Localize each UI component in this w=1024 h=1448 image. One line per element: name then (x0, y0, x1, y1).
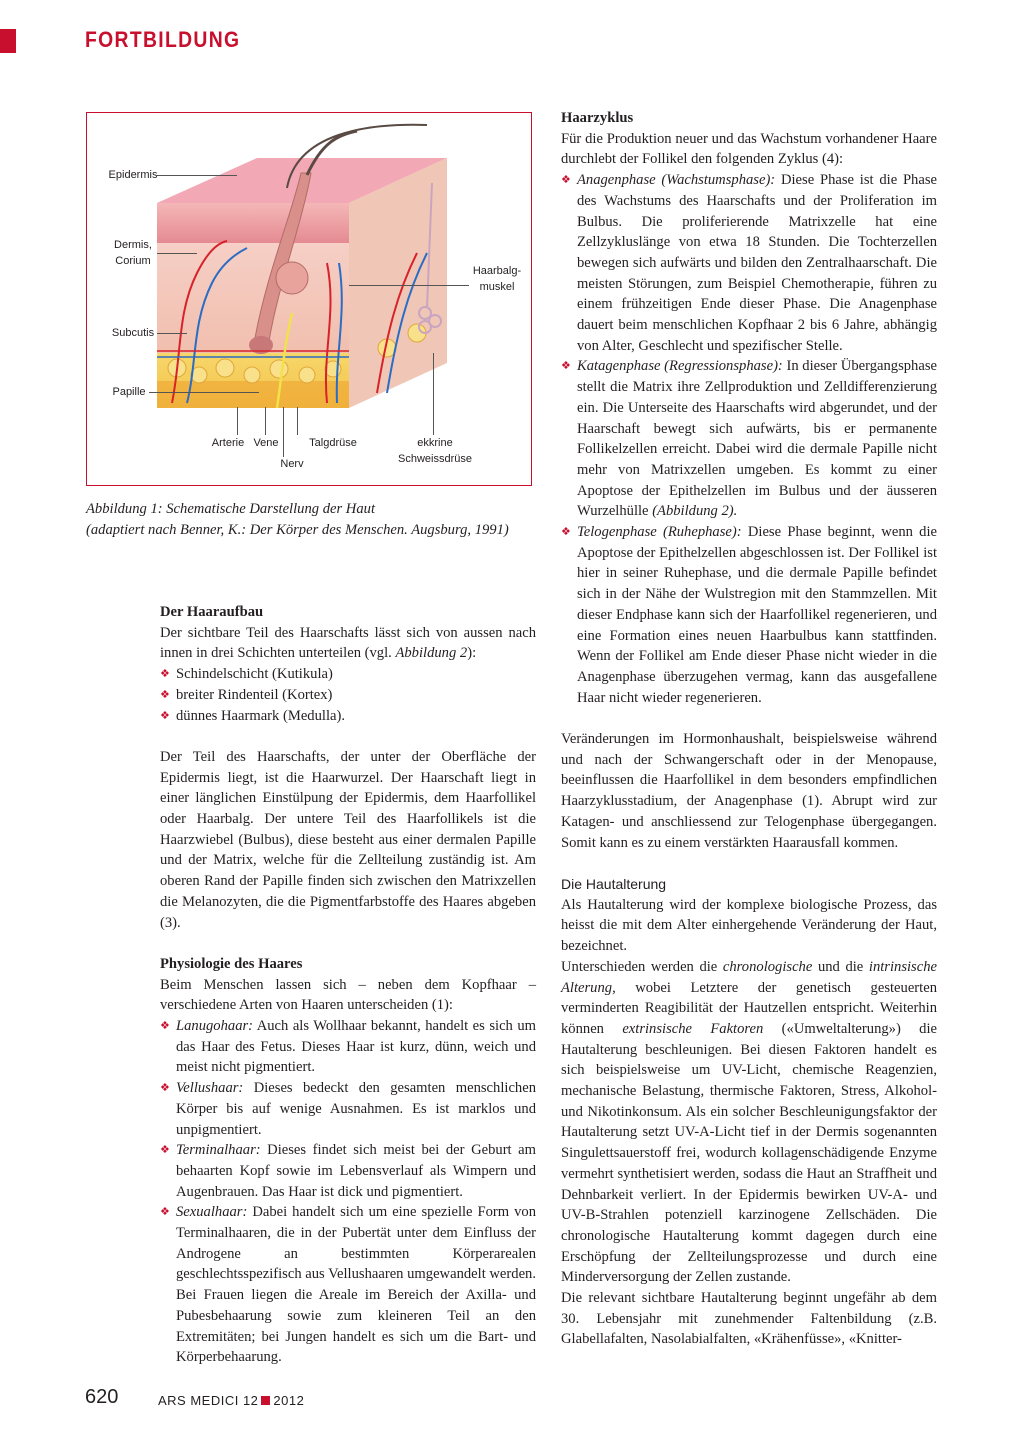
layer-item: ❖ dünnes Haarmark (Medulla). (160, 706, 536, 727)
sebaceous-gland (276, 262, 308, 294)
leader-nerv (283, 407, 284, 457)
bullet-diamond-icon: ❖ (160, 1019, 170, 1033)
leader-dermis (157, 253, 197, 254)
heading-physiologie: Physiologie des Haares (160, 955, 303, 972)
physiologie-intro: Beim Menschen lassen sich – neben dem Kopfhaar – verschiedene Arten von Haaren unterscheiden (1): (160, 976, 536, 1014)
bullet-diamond-icon: ❖ (160, 708, 170, 722)
page-number: 620 (85, 1386, 119, 1408)
haarwurzel-paragraph: Der Teil des Haarschafts, der unter der Oberfläche der Epidermis liegt, ist die Haarwurzel. Der Haarschaft liegt in einer länglichen Einstülpung der Epidermis, dem Haarfollikel oder Haarbalg. Der untere Teil des Haarfollikels ist die Haarzwiebel (Bulbus), diese besteht aus einer dermalen Papille und der Matrix, welche für die Zellteilung zuständig ist. Am oberen Rand der Papille finden sich zwischen den Matrixzellen die Melanozyten, die die Pigmentfarbstoffe des Haares abgeben (3). (160, 748, 536, 931)
hautalterung-p3: Die relevant sichtbare Hautalterung beginnt ungefähr ab dem 30. Lebensjahr mit zunehmender Faltenbildung (z.B. Glabellafalten, Nasolabialfalten, «Krähenfüsse», «Knitter- (561, 1290, 937, 1348)
label-dermis: Dermis, Corium (114, 239, 152, 267)
bullet-diamond-icon: ❖ (561, 359, 571, 373)
label-talgdruese: Talgdrüse (309, 437, 357, 449)
hair-type-item: ❖ Vellushaar: Dieses bedeckt den gesamten menschlichen Körper bis auf wenige Ausnahmen. Es ist marklos und unpigmentiert. (160, 1080, 536, 1138)
label-epidermis: Epidermis (108, 169, 158, 181)
leader-papille (149, 392, 259, 393)
bullet-diamond-icon: ❖ (160, 687, 170, 701)
bullet-diamond-icon: ❖ (160, 1143, 170, 1157)
hair-type-item: ❖ Sexualhaar: Dabei handelt sich um eine spezielle Form von Terminalhaaren, die in der Pubertät unter dem Einfluss der Androgene an bestimmten Körperarealen geschlechtsspezifisch aus Vellushaaren umgewandelt werden. Bei Frauen liegen die Areale im Bereich der Axilla- und Pubesbehaarung sowie zum kleineren Teil an den Extremitäten; bei Jungen handelt es sich um die Bart- und Körperbehaarung. (160, 1204, 536, 1366)
heading-haaraufbau: Der Haaraufbau (160, 604, 264, 620)
bullet-diamond-icon: ❖ (160, 1081, 170, 1095)
label-subcutis: Subcutis (111, 327, 155, 339)
hautalterung-p1: Als Hautalterung wird der komplexe biologische Prozess, das heisst die mit dem Alter einhergehende Veränderung der Haut, bezeichnet. (561, 896, 937, 955)
leader-epidermis (157, 175, 237, 176)
square-separator-icon (261, 1396, 270, 1405)
label-papille: Papille (112, 386, 146, 398)
caption-line-1: Abbildung 1: Schematische Darstellung der Haut (86, 501, 375, 517)
figure-caption (86, 499, 546, 541)
deep-fat-layer (157, 381, 349, 408)
label-arterie: Arterie (211, 437, 245, 449)
section-title: FORTBILDUNG (85, 27, 241, 52)
leader-vene (265, 407, 266, 435)
label-vene: Vene (253, 437, 279, 449)
left-column (160, 602, 536, 1368)
label-nerv: Nerv (280, 458, 304, 470)
bullet-diamond-icon: ❖ (561, 525, 571, 539)
layer-item: ❖ breiter Rindenteil (Kortex) (160, 685, 536, 706)
label-haarbalgmuskel: Haarbalg- muskel (472, 265, 522, 293)
hair-type-item: ❖ Lanugohaar: Auch als Wollhaar bekannt, handelt es sich um das Haar des Fetus. Dieses Haar ist kurz, dünn, weich und meist nicht pigmentiert. (160, 1018, 536, 1076)
section-color-bar (0, 29, 16, 53)
dermis-layer (157, 243, 349, 353)
leader-schweissdruese (433, 353, 434, 435)
layer-item: ❖ Schindelschicht (Kutikula) (160, 664, 536, 685)
bullet-diamond-icon: ❖ (160, 667, 170, 681)
leader-subcutis (157, 333, 187, 334)
phase-item: ❖ Telogenphase (Ruhephase): Diese Phase beginnt, wenn die Apoptose der Epithelzellen abgeschlossen ist. Der Follikel ist hier in seiner Ruhephase, und die dermale Papille befindet sich in der Nähe der Wulstregion mit den Stammzellen. Mit dieser Endphase kann sich der Haarfollikel regenerieren, und eine Formation eines neuen Haarbulbus kann stattfinden. Wenn der Follikel am Ende dieser Phase nicht wieder in die Anagenphase überzugehen vermag, kann das ausgefallene Haar nicht wieder regenerieren. (561, 524, 937, 706)
hormon-paragraph: Veränderungen im Hormonhaushalt, beispielsweise während und nach der Schwangerschaft oder in der Menopause, beeinflussen die Haarfollikel in dem besonders empfindlichen Haarzyklusstadium, der Anagenphase (1). Abrupt wird zur Katagen- und anschliessend zur Telogenphase übergegangen. Somit kann es zu einem verstärkten Haarausfall kommen. (561, 731, 937, 851)
bullet-diamond-icon: ❖ (160, 1205, 170, 1219)
leader-haarbalgmuskel (349, 285, 469, 286)
phase-item: ❖ Anagenphase (Wachstumsphase): Diese Phase ist die Phase des Wachstums des Haarschafts und der Proliferation im Bulbus. Die proliferierende Matrixzelle hat eine Zellzykluslänge von etwa 18 Stunden. Die Tochterzellen bewegen sich aufwärts und bilden den Zentralhaarschaft. Die meisten Störungen, zum Beispiel Chemotherapie, führen zu einem frühzeitigen Ende dieser Phase. Die Anagenphase dauert beim menschlichen Kopfhaar 2 bis 6 Jahre, abhängig von Alter, Geschlecht und spezifischer Stelle. (561, 172, 937, 354)
skin-diagram-figure (86, 112, 532, 486)
epidermis-layer (157, 203, 349, 243)
label-schweissdruese: ekkrine Schweissdrüse (398, 437, 472, 465)
phase-item: ❖ Katagenphase (Regressionsphase): In dieser Übergangsphase stellt die Matrix ihre Zellproduktion und Zelldifferenzierung ein. Die Unterseite des Haarschafts wird abgerundet, und der Haarschaft bewegt sich aufwärts, bis er permanente Follikelzellen erreicht. Dabei wird die dermale Papille nicht mehr von Matrixzellen umgeben. Es kommt zu einer Apoptose der Epithelzellen im Bulbus und der äusseren Wurzelhülle (Abbildung 2). (561, 358, 937, 520)
leader-arterie (237, 407, 238, 435)
leader-talgdruese (297, 407, 298, 435)
heading-hautalterung: Die Hautalterung (561, 875, 667, 892)
journal-footer: ARS MEDICI 12 2012 (158, 1393, 305, 1408)
heading-haarzyklus: Haarzyklus (561, 110, 634, 126)
hair-type-item: ❖ Terminalhaar: Dieses findet sich meist bei der Geburt am behaarten Kopf sowie im Lebensverlauf als Wimpern und Augenbrauen. Das Haar ist dick und pigmentiert. (160, 1142, 536, 1200)
haaraufbau-intro: Der sichtbare Teil des Haarschafts lässt sich von aussen nach innen in drei Schichten unterteilen (vgl. Abbildung 2): (160, 624, 536, 662)
bullet-diamond-icon: ❖ (561, 173, 571, 187)
haarzyklus-intro: Für die Produktion neuer und das Wachstum vorhandener Haare durchlebt der Follikel den folgenden Zyklus (4): (561, 130, 937, 168)
hautalterung-p2: Unterschieden werden die chronologische und die intrinsische Alterung, wobei Letztere der genetisch gesteuerten verminderten Reagibilität der Hautzellen entspricht. Weiterhin können extrinsische Faktoren («Umweltalterung») die Hautalterung beschleunigen. Bei diesen Faktoren handelt es sich beispielsweise um UV-Licht, chemische Reagenzien, mechanische Belastung, thermische Faktoren, Stress, Alkohol- und Nikotinkonsum. Als ein solcher Beschleunigungsfaktor der Hautalterung setzt UV-A-Licht tief in der Dermis sogenannten Singulettsauerstoff frei, wodurch kollagenschädigende Enzyme vermehrt synthetisiert werden, sodass die Haut an Straffheit und Dehnbarkeit verliert. In der Epidermis bewirken UV-A- und UV-B-Strahlen potenziell karzinogene Zellschäden. Die chronologische Hautalterung kommt dagegen durch eine Erschöpfung der Zellteilungsprozesse und durch eine Minderversorgung der Zellen zustande. (561, 958, 937, 1286)
right-column (561, 108, 937, 1350)
caption-line-2: (adaptiert nach Benner, K.: Der Körper des Menschen. Augsburg, 1991) (86, 522, 509, 538)
